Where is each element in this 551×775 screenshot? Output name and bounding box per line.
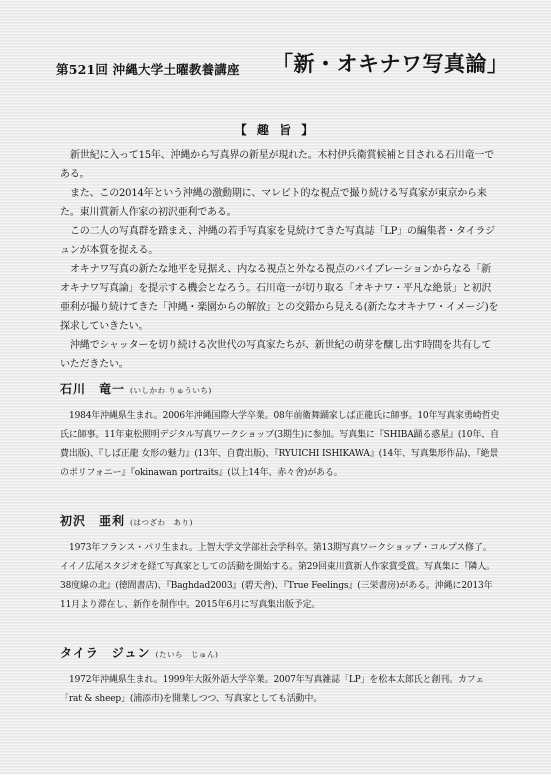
purpose-body	[60, 146, 500, 374]
lecture-number-title: 第521回 沖縄大学土曜教養講座	[56, 62, 240, 77]
purpose-paragraph: 新世紀に入って15年、沖縄から写真界の新星が現れた。木村伊兵衛賞候補と目される石川竜一である。	[60, 150, 494, 180]
purpose-paragraph: この二人の写真群を踏まえ、沖縄の若手写真家を見続けてきた写真誌「LP」の編集者・タイラジュンが本質を捉える。	[60, 226, 495, 256]
profile-hatsuzawa	[60, 510, 500, 615]
profile-ishikawa	[60, 378, 500, 483]
profile-name-row	[60, 378, 500, 397]
profile-taira	[60, 642, 500, 709]
profile-bio: 1972年沖縄県生まれ。1999年大阪外語大学卒業。2007年写真雑誌「LP」を松本太郎氏と創刊。カフェ「rat & sheep」(浦添市)を開業しつつ、写真家としても活動中。	[60, 675, 485, 704]
profile-name-row	[60, 510, 500, 529]
profile-bio: 1984年沖縄県生まれ。2006年沖縄国際大学卒業。08年前衛舞踊家しば正龍氏に師事。10年写真家勇崎哲史氏に師事。11年東松照明デジタル写真ワークショップ(3期生)に参加。写真集に『SHIBA踊る惑星』(10年、自費出版)、『しば正龍 女形の魅力』(13年、自費出版)、『RYUICHI ISHIKAWA』(14年、写真集形作品)、『絶景のポリフォニー』『okinawan portraits』(以上14年、赤々舎)がある。	[60, 411, 500, 478]
purpose-paragraph: 沖縄でシャッターを切り続ける次世代の写真家たちが、新世紀の萌芽を醸し出す時間を共有していただきたい。	[60, 340, 492, 370]
profile-name-row	[60, 642, 500, 661]
profile-bio: 1973年フランス・パリ生まれ。上智大学文学部社会学科卒。第13期写真ワークショップ・コルプス修了。イイノ広尾スタジオを経て写真家としての活動を開始する。第29回東川賞新人作家賞受賞。写真集に『隣人。38度線の北』(徳間書店)、『Baghdad2003』(碧天舎)、『True Feelings』(三栄書房)がある。沖縄に2013年11月より滞在し、新作を制作中。2015年6月に写真集出版予定。	[60, 543, 495, 610]
profile-reading: (はつざわ あり)	[130, 518, 193, 527]
purpose-paragraph: また、この2014年という沖縄の激動期に、マレビト的な視点で撮り続ける写真家が東京から来た。東川賞新人作家の初沢亜利である。	[60, 188, 487, 218]
profile-reading: (いしかわ りゅういち)	[130, 386, 212, 395]
profile-reading: (たいら じゅん)	[155, 650, 219, 659]
profile-name: 石川 竜一	[60, 382, 126, 396]
purpose-heading: 【 趣 旨 】	[234, 123, 317, 137]
series-title: 「新・オキナワ写真論」	[272, 51, 509, 76]
purpose-paragraph: オキナワ写真の新たな地平を見据え、内なる視点と外なる視点のバイブレーションからなる「新オキナワ写真論」を提示する機会となろう。石川竜一が切り取る「オキナワ・平凡な絶景」と初沢亜利が撮り続けてきた「沖縄・楽園からの解放」との交錯から見える(新たなオキナワ・イメージ)を探求していきたい。	[60, 264, 499, 332]
profile-name: タイラ ジュン	[60, 646, 151, 660]
header	[56, 48, 516, 88]
profile-name: 初沢 亜利	[60, 514, 126, 528]
